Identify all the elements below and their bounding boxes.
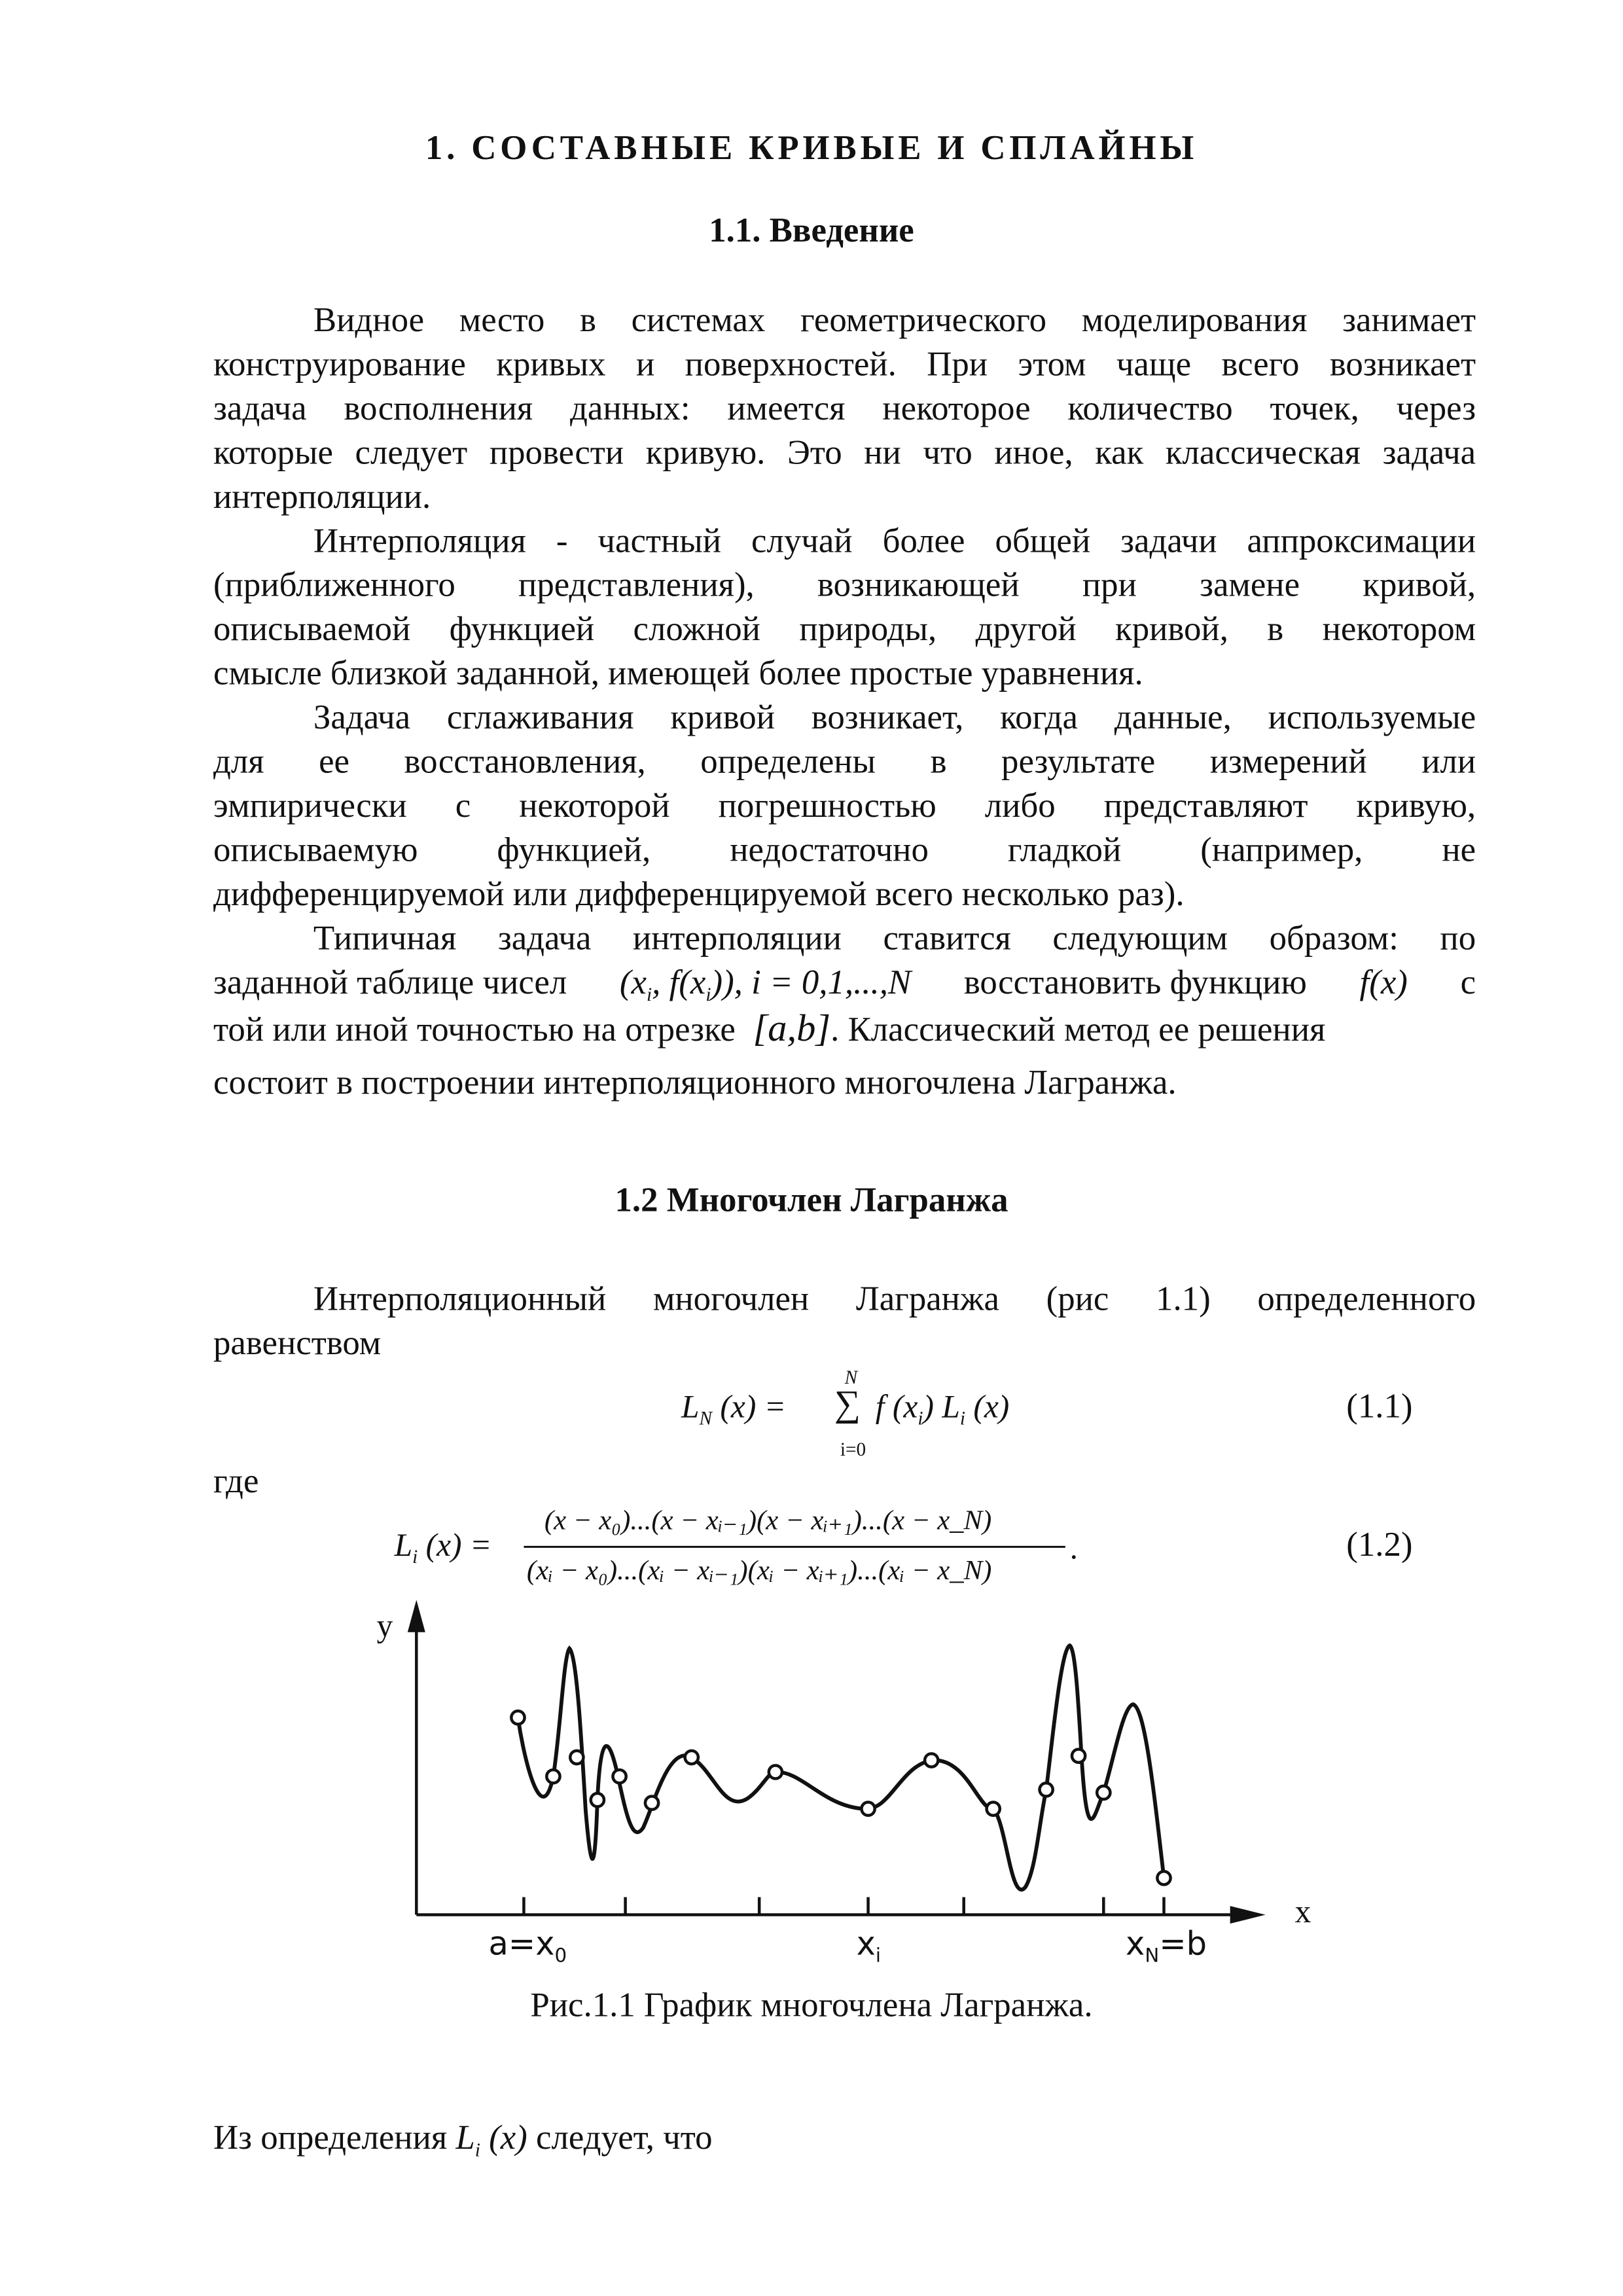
node-point [613,1770,626,1783]
math-subscript: i [646,983,652,1005]
text-line: Интерполяция - частный случай более общей задачи аппроксимации [313,522,1476,561]
text-line: задача восполнения данных: имеется некоторое количество точек, через [213,389,1476,429]
text-line: конструирование кривых и поверхностей. При этом чаще всего возникает [213,346,1476,384]
node-point [685,1751,698,1764]
text-line: описываемую функцией, недостаточно гладкой (например, не [213,831,1476,870]
x-axis-arrow-icon [1230,1906,1266,1924]
node-point [769,1765,782,1778]
x-axis-ticks [524,1897,1164,1915]
math-span: (x [619,963,647,1003]
node-point [861,1803,874,1816]
y-axis-label: y [376,1607,393,1644]
text-line: смысле близкой заданной, имеющей более простые уравнения. [213,655,1143,694]
math-span: (x) [489,2119,527,2158]
tick-label-xi: $x_i$ [856,1926,882,1968]
node-point [591,1793,604,1806]
interpolation-nodes [511,1711,1170,1884]
text-line: Видное место в системах геометрического моделирования занимает [313,301,1476,340]
figure-caption: Рис.1.1 График многочлена Лагранжа. [530,1986,1093,2026]
interval-math: [a,b] [753,1007,831,1050]
node-point [546,1770,560,1783]
y-axis-arrow-icon [408,1600,425,1632]
lagrange-curve [518,1645,1164,1890]
math-subscript: i [705,983,711,1005]
node-point [1097,1786,1110,1799]
text-line: описываемой функцией сложной природы, другой кривой, в некотором [213,611,1476,649]
text-line: равенством [213,1324,382,1363]
node-point [987,1803,1000,1816]
sum-upper-limit: N [844,1365,858,1388]
x-axis-label: x [1294,1892,1311,1930]
chapter-title: 1. СОСТАВНЫЕ КРИВЫЕ И СПЛАЙНЫ [425,129,1198,168]
equation-2-denominator: (xᵢ − x₀)...(xᵢ − xᵢ₋₁)(xᵢ − xᵢ₊₁)...(xᵢ − x_N) [526,1555,992,1587]
math-span: L [455,2119,475,2158]
text-line: состоит в построении интерполяционного многочлена Лагранжа. [213,1064,1177,1103]
text-span: Из определения [213,2119,448,2158]
node-point [1072,1749,1085,1763]
text-span: заданной таблице чисел [213,963,567,1003]
sum-lower-limit: i=0 [840,1437,866,1460]
math-span: )), i = 0,1,...,N [711,963,912,1003]
math-span: , f(x [652,963,706,1003]
text-span: той или иной точностью на отрезке [213,1011,736,1050]
text-line: (приближенного представления), возникающей при замене кривой, [213,566,1476,605]
equation-2-left: $L_i$ (x) = [394,1526,492,1568]
text-line: Задача сглаживания кривой возникает, когда данные, используемые [313,699,1476,738]
text-line: эмпирически с некоторой погрешностью либо представляют кривую, [213,787,1476,826]
math-subscript: i [474,2138,480,2161]
text-span: с [1460,963,1476,1003]
tick-label-a: $a=x_0$ [488,1926,567,1968]
equation-2-period: . [1069,1529,1078,1566]
tick-label-b: $x_N=b$ [1126,1926,1207,1968]
equation-number-1-1: (1.1) [1346,1388,1413,1426]
text-span: . Классический метод ее решения [830,1011,1326,1050]
text-span: следует, что [536,2119,713,2158]
sum-symbol: ∑ [834,1385,861,1425]
section-heading-intro: 1.1. Введение [709,211,914,251]
equation-1-right: f $(x_i)$ $L_i$ (x) [875,1388,1010,1429]
text-line: Типичная задача интерполяции ставится следующим образом: по [313,920,1476,958]
equation-number-1-2: (1.2) [1346,1526,1413,1565]
math-span: f(x) [1359,963,1408,1003]
text-span: восстановить функцию [963,963,1307,1003]
section-heading-lagrange: 1.2 Многочлен Лагранжа [615,1181,1008,1221]
text-line: Интерполяционный многочлен Лагранжа (рис 1.1) определенного [313,1280,1476,1319]
node-point [1157,1871,1170,1884]
node-point [645,1797,658,1810]
text-line-mixed [213,2117,1476,2165]
equation-2-numerator: (x − x₀)...(x − xᵢ₋₁)(x − xᵢ₊₁)...(x − x_N) [544,1505,992,1537]
text-line: дифференцируемой или дифференцируемой всего несколько раз). [213,875,1185,914]
node-point [570,1751,583,1764]
text-line: которые следует провести кривую. Это ни что иное, как классическая задача [213,434,1476,473]
node-point [511,1711,524,1724]
node-point [1039,1783,1052,1796]
text-line: для ее восстановления, определены в результате измерений или [213,743,1476,782]
node-point [925,1753,938,1767]
text-line: где [213,1463,259,1501]
text-line: интерполяции. [213,478,431,517]
equation-1-left: $L_N$ (x) = [681,1388,787,1429]
